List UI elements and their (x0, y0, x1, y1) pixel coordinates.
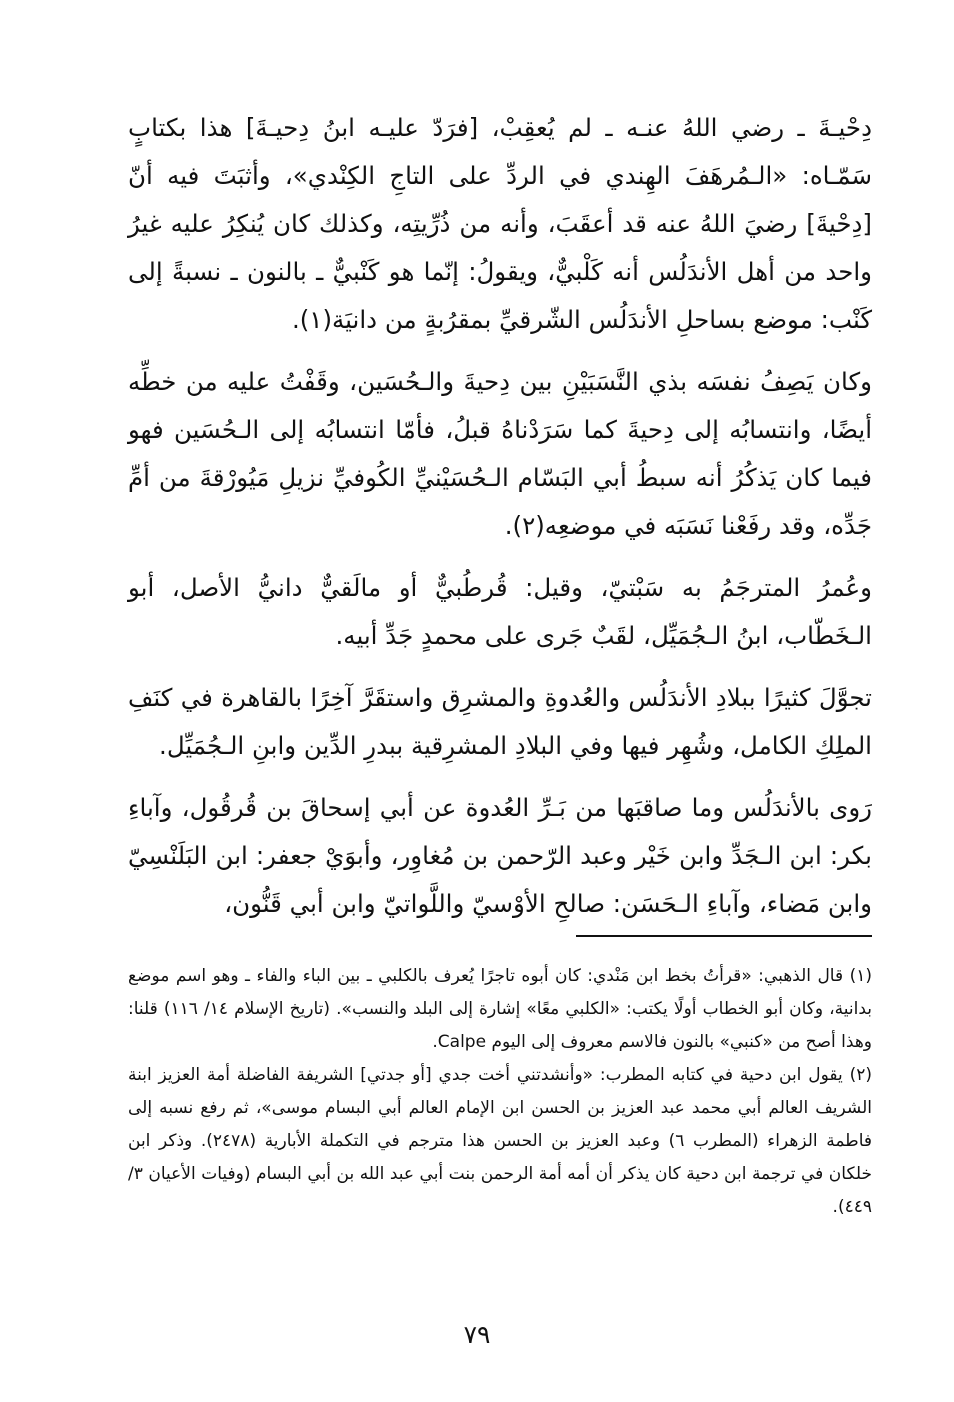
footnote-1: (١) قال الذهبي: «قرأتُ بخط ابن مَنْدي: كان أبوه تاجرًا يُعرف بالكلبي ـ بين الباء والفاء ـ وهو اسم موضع بدانية، وكان أبو الخطاب أولًا يكتب: «الكلبي معًا» إشارة إلى البلد والنسب». (تاريخ الإسلام ١٤/ ١١٦) قلنا: وهذا أصح من «كنبي» بالنون فالاسم معروف إلى اليوم Calpe. (128, 966, 872, 1052)
paragraph-3: وعُمرُ المترجَمُ به سَبْتيّ، وقيل: قُرطُبيٌّ أو مالَقيٌّ دانيُّ الأصل، أبو الـخَطّاب، ابنُ الـجُمَيِّل، لقَبٌ جَرى على محمدٍ جَدِّ أبيه. (128, 573, 872, 650)
paragraph-5: رَوى بالأندَلُس وما صاقبَها من بَـرِّ العُدوة عن أبي إسحاقَ بن قُرقُول، وآباءِ بكر: ابن الـجَدِّ وابن خَيْر وعبد الرّحمن بن مُغاوِر، وأبوَيْ جعفر: ابن البَلَنْسِيّ وابن مَضاء، وآباءِ الـحَسَن: صالحِ الأوْسيّ واللَّواتيّ وابن أبي قَنُّون، (128, 793, 872, 918)
footnotes (128, 960, 872, 1224)
footnote-separator (576, 935, 872, 937)
paragraph-4: تجوَّلَ كثيرًا ببلادِ الأندَلُس والعُدوةِ والمشرِق واستقَرَّ آخِرًا بالقاهرة في كنَفِ الملِكِ الكامل، وشُهِر فيها وفي البلادِ المشرِقية ببدرِ الدِّين وابنِ الـجُمَيِّل. (128, 683, 872, 760)
main-text (128, 104, 872, 928)
page-number: ٧٩ (463, 1320, 491, 1349)
footnote-2: (٢) يقول ابن دحية في كتابه المطرب: «وأنشدتني أخت جدي [أو جدتي] الشريفة الفاضلة أمة العزيز ابنة الشريف العالم أبي محمد عبد العزيز بن الحسن ابن الإمام العالم أبي البسام موسى»، ثم رفع نسبه إلى فاطمة الزهراء (المطرب ٦) وعبد العزيز بن الحسن هذا مترجم في التكملة الأبارية (٢٤٧٨). وذكر ابن خلكان في ترجمة ابن دحية كان يذكر أن أمه أمة الرحمن بنت أبي عبد الله بن أبي البسام (وفيات الأعيان ٣/ ٤٤٩). (128, 1065, 873, 1217)
paragraph-1: دِحْيـةَ ـ رضي اللهُ عنـه ـ لم يُعقِبْ، [فرَدّ عليـه ابنُ دِحيـةَ] هذا بكتابٍ سَمّـاه: «الـمُرهَفَ الهِندي في الردِّ على التاجِ الكِنْدي»، وأثبَتَ فيه أنّ [دِحْيةَ] رضيَ اللهُ عنه قد أعقَبَ، وأنه من ذُرِّيتِه، وكذلك كان يُنكِرُ عليه غيرُ واحد من أهل الأندَلُس أنه كَلْبيٌّ، ويقولُ: إنّما هو كَنْبيٌّ ـ بالنون ـ نسبةً إلى كَنْب: موضع بساحلِ الأندَلُس الشّرقيِّ بمقرُبةٍ من دانيَة(١). (128, 113, 872, 334)
paragraph-2: وكان يَصِفُ نفسَه بذي النَّسَبَيْنِ بين دِحيةَ والـحُسَين، وقَفْتُ عليه من خطِّه أيضًا، وانتسابُه إلى دِحيةَ كما سَرَدْناهُ قبلُ، فأمّا انتسابُه إلى الـحُسَين فهو فيما كان يَذكُرُ أنه سبطُ أبي البَسّام الـحُسَيْنيِّ الكُوفيِّ نزيلِ مَيُورْقةَ من أمِّ جَدِّه، وقد رفَعْنا نَسَبَه في موضعِه(٢). (128, 367, 872, 540)
